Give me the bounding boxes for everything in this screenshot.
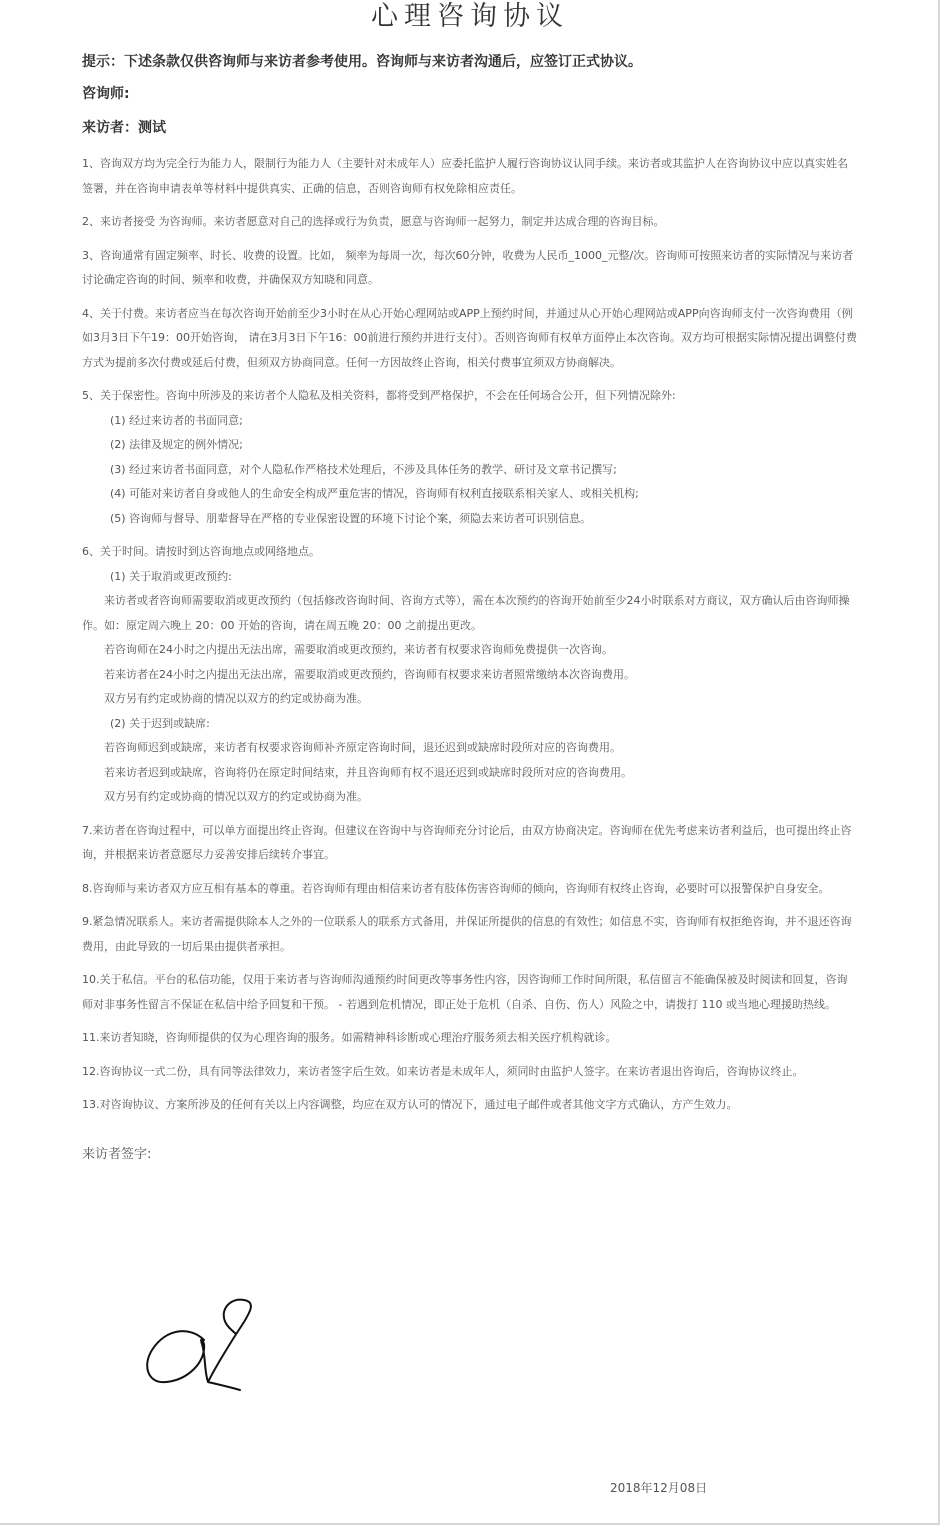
clause-5-item: (2) 法律及规定的例外情况; [110,438,243,451]
clause-6-cancel-line: 双方另有约定或协商的情况以双方的约定或协商为准。 [104,692,368,705]
clause-5 [82,384,858,531]
clause-13: 13.对咨询协议、方案所涉及的任何有关以上内容调整，均应在双方认可的情况下，通过电子邮件或者其他文字方式确认，方产生效力。 [82,1098,738,1111]
clause-6-subheading-late: (2) 关于迟到或缺席: [110,716,210,730]
clause-5-intro: 5、关于保密性。咨询中所涉及的来访者个人隐私及相关资料，都将受到严格保护，不会在任何场合公开，但下列情况除外: [82,389,676,402]
notice-text: 提示：下述条款仅供咨询师与来访者参考使用。咨询师与来访者沟通后，应签订正式协议。 [82,54,642,70]
clause-5-item: (4) 可能对来访者自身或他人的生命安全构成严重危害的情况，咨询师有权利直接联系相关家人、或相关机构; [110,487,639,500]
visitor-label: 来访者：测试 [82,120,166,136]
agreement-body [82,52,858,1165]
clause-3: 3、咨询通常有固定频率、时长、收费的设置。比如， 频率为每周一次，每次60分钟，收费为人民币_1000_元整/次。咨询师可按照来访者的实际情况与来访者讨论确定咨询的时间、频率和收费，并确保双方知晓和同意。 [82,248,854,286]
clause-6-cancel-line: 若咨询师在24小时之内提出无法出席，需要取消或更改预约，来访者有权要求咨询师免费提供一次咨询。 [104,643,613,656]
clause-5-item: (3) 经过来访者书面同意，对个人隐私作严格技术处理后，不涉及具体任务的教学、研讨及文章书记撰写; [110,462,617,476]
clause-6 [82,540,858,810]
clause-6-cancel-line: 若来访者在24小时之内提出无法出席，需要取消或更改预约，咨询师有权要求来访者照常缴纳本次咨询费用。 [104,667,635,681]
clause-10: 10.关于私信。平台的私信功能，仅用于来访者与咨询师沟通预约时间更改等事务性内容，因咨询师工作时间所限，私信留言不能确保被及时阅读和回复，咨询师对非事务性留言不保证在私信中给予回复和干预。 - 若遇到危机情况，即正处于危机（自杀、自伤、伤人）风险之中，请拨打 110 或当地心理援助热线。 [82,973,848,1011]
clause-5-item: (5) 咨询师与督导、朋辈督导在严格的专业保密设置的环境下讨论个案，须隐去来访者可识别信息。 [110,511,592,525]
clause-6-late-line: 双方另有约定或协商的情况以双方的约定或协商为准。 [104,790,368,803]
clause-6-cancel-text: 来访者或者咨询师需要取消或更改预约（包括修改咨询时间、咨询方式等），需在本次预约的咨询开始前至少24小时联系对方商议，双方确认后由咨询师操作。如：原定周六晚上 20：00 开始的咨询，请在周五晚 20：00 之前提出更改。 [82,594,850,632]
clause-5-item: (1) 经过来访者的书面同意; [110,413,243,427]
clause-2: 2、来访者接受 为咨询师。来访者愿意对自己的选择或行为负责，愿意与咨询师一起努力，制定并达成合理的咨询目标。 [82,215,665,228]
handwritten-signature-icon [140,1298,270,1402]
signature-label: 来访者签字: [82,1146,152,1162]
clause-12: 12.咨询协议一式二份，具有同等法律效力，来访者签字后生效。如来访者是未成年人，须同时由监护人签字。在来访者退出咨询后，咨询协议终止。 [82,1064,804,1078]
counselor-label: 咨询师: [82,86,130,102]
clause-6-subheading-cancel: (1) 关于取消或更改预约: [110,569,232,583]
clause-1: 1、咨询双方均为完全行为能力人，限制行为能力人（主要针对未成年人）应委托监护人履行咨询协议认同手续。来访者或其监护人在咨询协议中应以真实姓名签署，并在咨询申请表单等材料中提供真实、正确的信息，否则咨询师有权免除相应责任。 [82,157,848,195]
clause-8: 8.咨询师与来访者双方应互相有基本的尊重。若咨询师有理由相信来访者有肢体伤害咨询师的倾向，咨询师有权终止咨询，必要时可以报警保护自身安全。 [82,881,830,895]
clause-6-late-line: 若来访者迟到或缺席，咨询将仍在原定时间结束，并且咨询师有权不退还迟到或缺席时段所对应的咨询费用。 [104,765,632,779]
clause-4: 4、关于付费。来访者应当在每次咨询开始前至少3小时在从心开始心理网站或APP上预约时间，并通过从心开始心理网站或APP向咨询师支付一次咨询费用（例如3月3日下午19：00开始咨询， 请在3月3日下午16：00前进行预约并进行支付）。否则咨询师有权单方面停止本次咨询。双方均可根据实际情况提出调整付费方式为提前多次付费或延后付费，但须双方协商同意。任何一方因故终止咨询，相关付费事宜须双方协商解决。 [82,306,857,369]
clause-6-late-line: 若咨询师迟到或缺席，来访者有权要求咨询师补齐原定咨询时间，退还迟到或缺席时段所对应的咨询费用。 [104,741,621,754]
clause-7: 7.来访者在咨询过程中，可以单方面提出终止咨询。但建议在咨询中与咨询师充分讨论后，由双方协商决定。咨询师在优先考虑来访者利益后，也可提出终止咨询，并根据来访者意愿尽力妥善安排后续转介事宜。 [82,823,852,861]
clause-6-intro: 6、关于时间。请按时到达咨询地点或网络地点。 [82,545,320,558]
clause-11: 11.来访者知晓，咨询师提供的仅为心理咨询的服务。如需精神科诊断或心理治疗服务须去相关医疗机构就诊。 [82,1031,617,1044]
document-title: 心理咨询协议 [371,1,569,32]
signature-date: 2018年12月08日 [610,1481,708,1495]
clause-9: 9.紧急情况联系人。来访者需提供除本人之外的一位联系人的联系方式备用，并保证所提供的信息的有效性；如信息不实，咨询师有权拒绝咨询，并不退还咨询费用，由此导致的一切后果由提供者承担。 [82,915,852,953]
